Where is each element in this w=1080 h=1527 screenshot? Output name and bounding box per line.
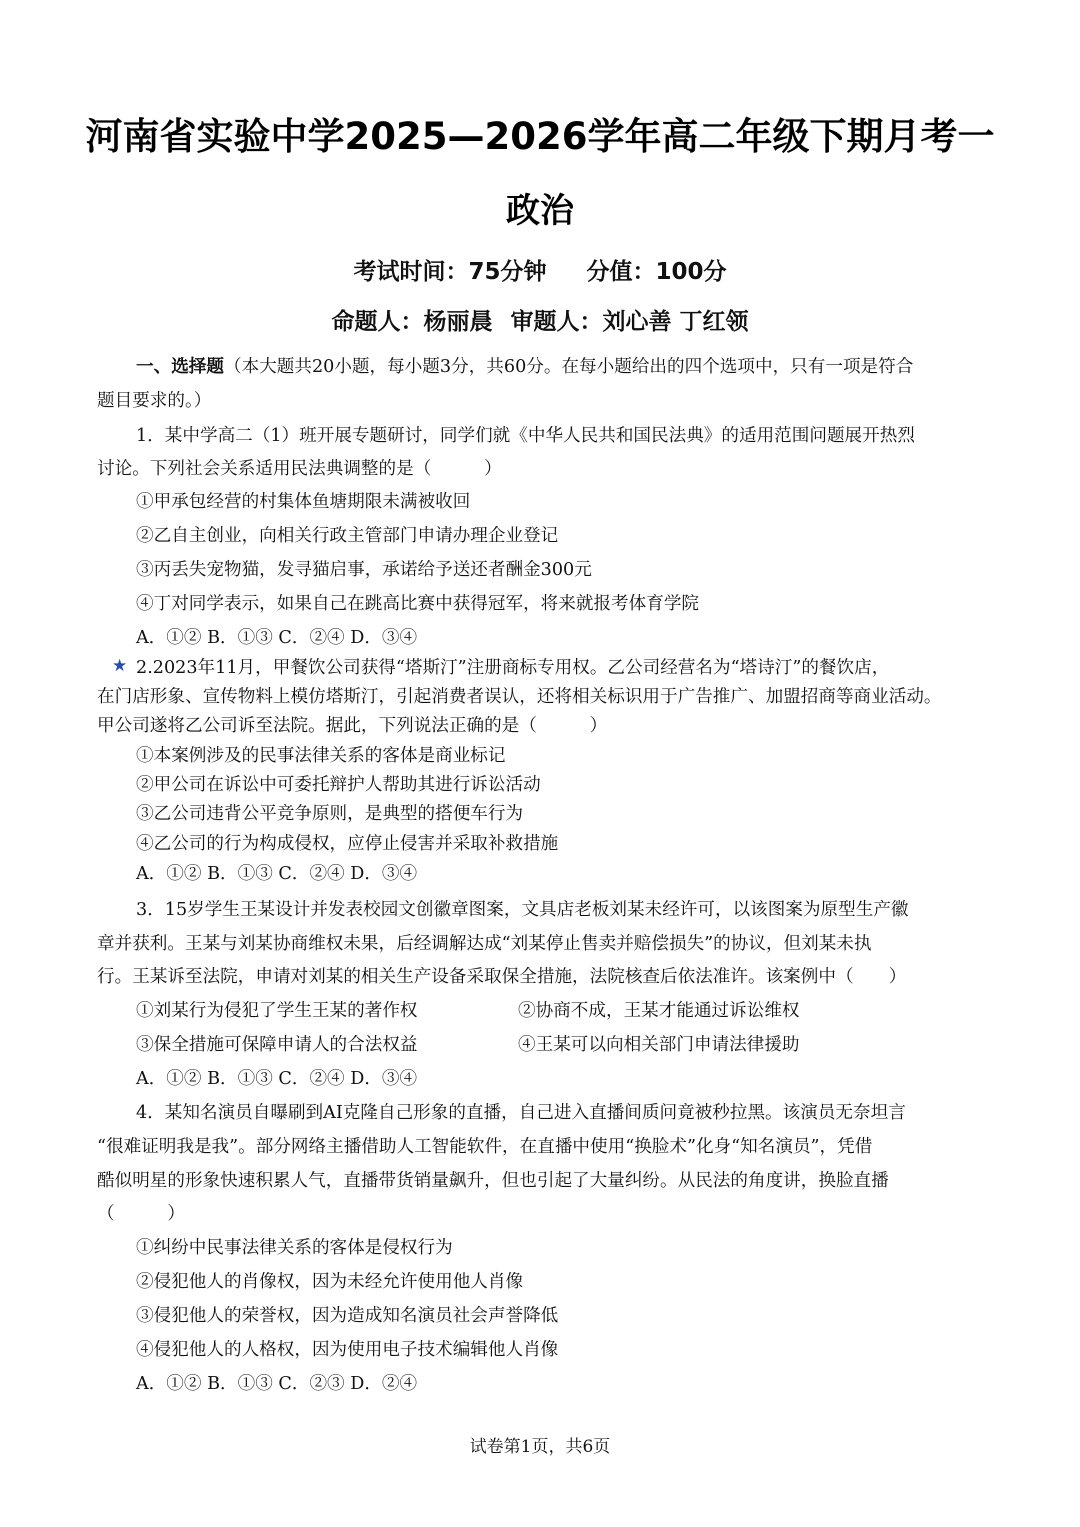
- q2-stem-line1: 2.2023年11月，甲餐饮公司获得“塔斯汀”注册商标专用权。乙公司经营名为“塔诗汀”的餐饮店，: [136, 658, 890, 678]
- section-description: （本大题共20小题，每小题3分，共60分。在每小题给出的四个选项中，只有一项是符合: [223, 357, 914, 377]
- q4-option-2: ②侵犯他人的肖像权，因为未经允许使用他人肖像: [136, 1272, 524, 1292]
- q4-stem-line2: “很难证明我是我”。部分网络主播借助人工智能软件，在直播中使用“换脸术”化身“知名演员”，凭借: [97, 1137, 873, 1157]
- q4-option-3: ③侵犯他人的荣誉权，因为造成知名演员社会声誉降低: [136, 1306, 559, 1326]
- q3-option-1: ①刘某行为侵犯了学生王某的著作权: [136, 1001, 418, 1021]
- q2-stem-line2: 在门店形象、宣传物料上模仿塔斯汀，引起消费者误认，还将相关标识用于广告推广、加盟招商等商业活动。: [97, 687, 942, 707]
- q2-option-3: ③乙公司违背公平竞争原则，是典型的搭便车行为: [136, 804, 524, 824]
- q3-option-2: ②协商不成，王某才能通过诉讼维权: [518, 1001, 800, 1021]
- q1-option-4: ④丁对同学表示，如果自己在跳高比赛中获得冠军，将来就报考体育学院: [136, 594, 700, 614]
- q4-stem-line3: 酷似明星的形象快速积累人气，直播带货销量飙升，但也引起了大量纠纷。从民法的角度讲，换脸直播: [97, 1171, 889, 1191]
- q1-option-1: ①甲承包经营的村集体鱼塘期限未满被收回: [136, 492, 471, 512]
- q1-option-2: ②乙自主创业，向相关行政主管部门申请办理企业登记: [136, 526, 559, 546]
- q1-stem-line2: 讨论。下列社会关系适用民法典调整的是（ ）: [97, 459, 502, 479]
- exam-score: 分值：100分: [586, 259, 727, 285]
- q4-stem-line1: 4．某知名演员自曝刷到AI克隆自己形象的直播，自己进入直播间质问竟被秒拉黑。该演员无奈坦言: [136, 1103, 906, 1123]
- section-description-cont: 题目要求的。）: [97, 391, 212, 411]
- q2-option-4: ④乙公司的行为构成侵权，应停止侵害并采取补救措施: [136, 834, 559, 854]
- q3-stem-line1: 3．15岁学生王某设计并发表校园文创徽章图案，文具店老板刘某未经许可，以该图案为原型生产徽: [136, 900, 909, 920]
- exam-time: 考试时间：75分钟: [353, 259, 547, 285]
- exam-title: 河南省实验中学2025—2026学年高二年级下期月考一: [85, 115, 995, 158]
- q3-option-3: ③保全措施可保障申请人的合法权益: [136, 1035, 418, 1055]
- q2-option-2: ②甲公司在诉讼中可委托辩护人帮助其进行诉讼活动: [136, 775, 541, 795]
- q1-stem-line1: 1．某中学高二（1）班开展专题研讨，同学们就《中华人民共和国民法典》的适用范围问题展开热烈: [136, 426, 915, 446]
- q3-options-row1: [136, 999, 418, 1023]
- section-header: [136, 355, 913, 379]
- exam-authors: [0, 303, 1080, 336]
- q4-option-4: ④侵犯他人的人格权，因为使用电子技术编辑他人肖像: [136, 1340, 559, 1360]
- q2-option-1: ①本案例涉及的民事法律关系的客体是商业标记: [136, 746, 506, 766]
- q1-option-3: ③丙丢失宠物猫，发寻猫启事，承诺给予送还者酬金300元: [136, 560, 592, 580]
- page-number: 试卷第1页，共6页: [469, 1437, 611, 1457]
- question-reviewer: 审题人：刘心善 丁红领: [510, 309, 749, 335]
- question-setter: 命题人：杨丽晨: [331, 309, 493, 335]
- q3-stem-line2: 章并获利。王某与刘某协商维权未果，后经调解达成“刘某停止售卖并赔偿损失”的协议，但刘某未执: [97, 934, 872, 954]
- q4-choices: A．①② B．①③ C．②③ D．②④: [136, 1374, 418, 1394]
- q2-choices: A．①② B．①③ C．②④ D．③④: [136, 864, 418, 884]
- q1-choices: A．①② B．①③ C．②④ D．③④: [136, 628, 418, 648]
- q4-option-1: ①纠纷中民事法律关系的客体是侵权行为: [136, 1238, 453, 1258]
- q2-stem-line3: 甲公司遂将乙公司诉至法院。据此，下列说法正确的是（ ）: [97, 716, 608, 736]
- q3-stem-line3: 行。王某诉至法院，申请对刘某的相关生产设备采取保全措施，法院核查后依法准许。该案例中（ ）: [97, 967, 907, 987]
- star-icon: ★: [112, 656, 128, 676]
- section-title: 一、选择题: [136, 356, 224, 377]
- q3-choices: A．①② B．①③ C．②④ D．③④: [136, 1069, 418, 1089]
- exam-subject: 政治: [506, 191, 574, 231]
- q3-option-4: ④王某可以向相关部门申请法律援助: [518, 1035, 800, 1055]
- q4-stem-line4: （ ）: [97, 1204, 185, 1224]
- exam-info: [0, 253, 1080, 286]
